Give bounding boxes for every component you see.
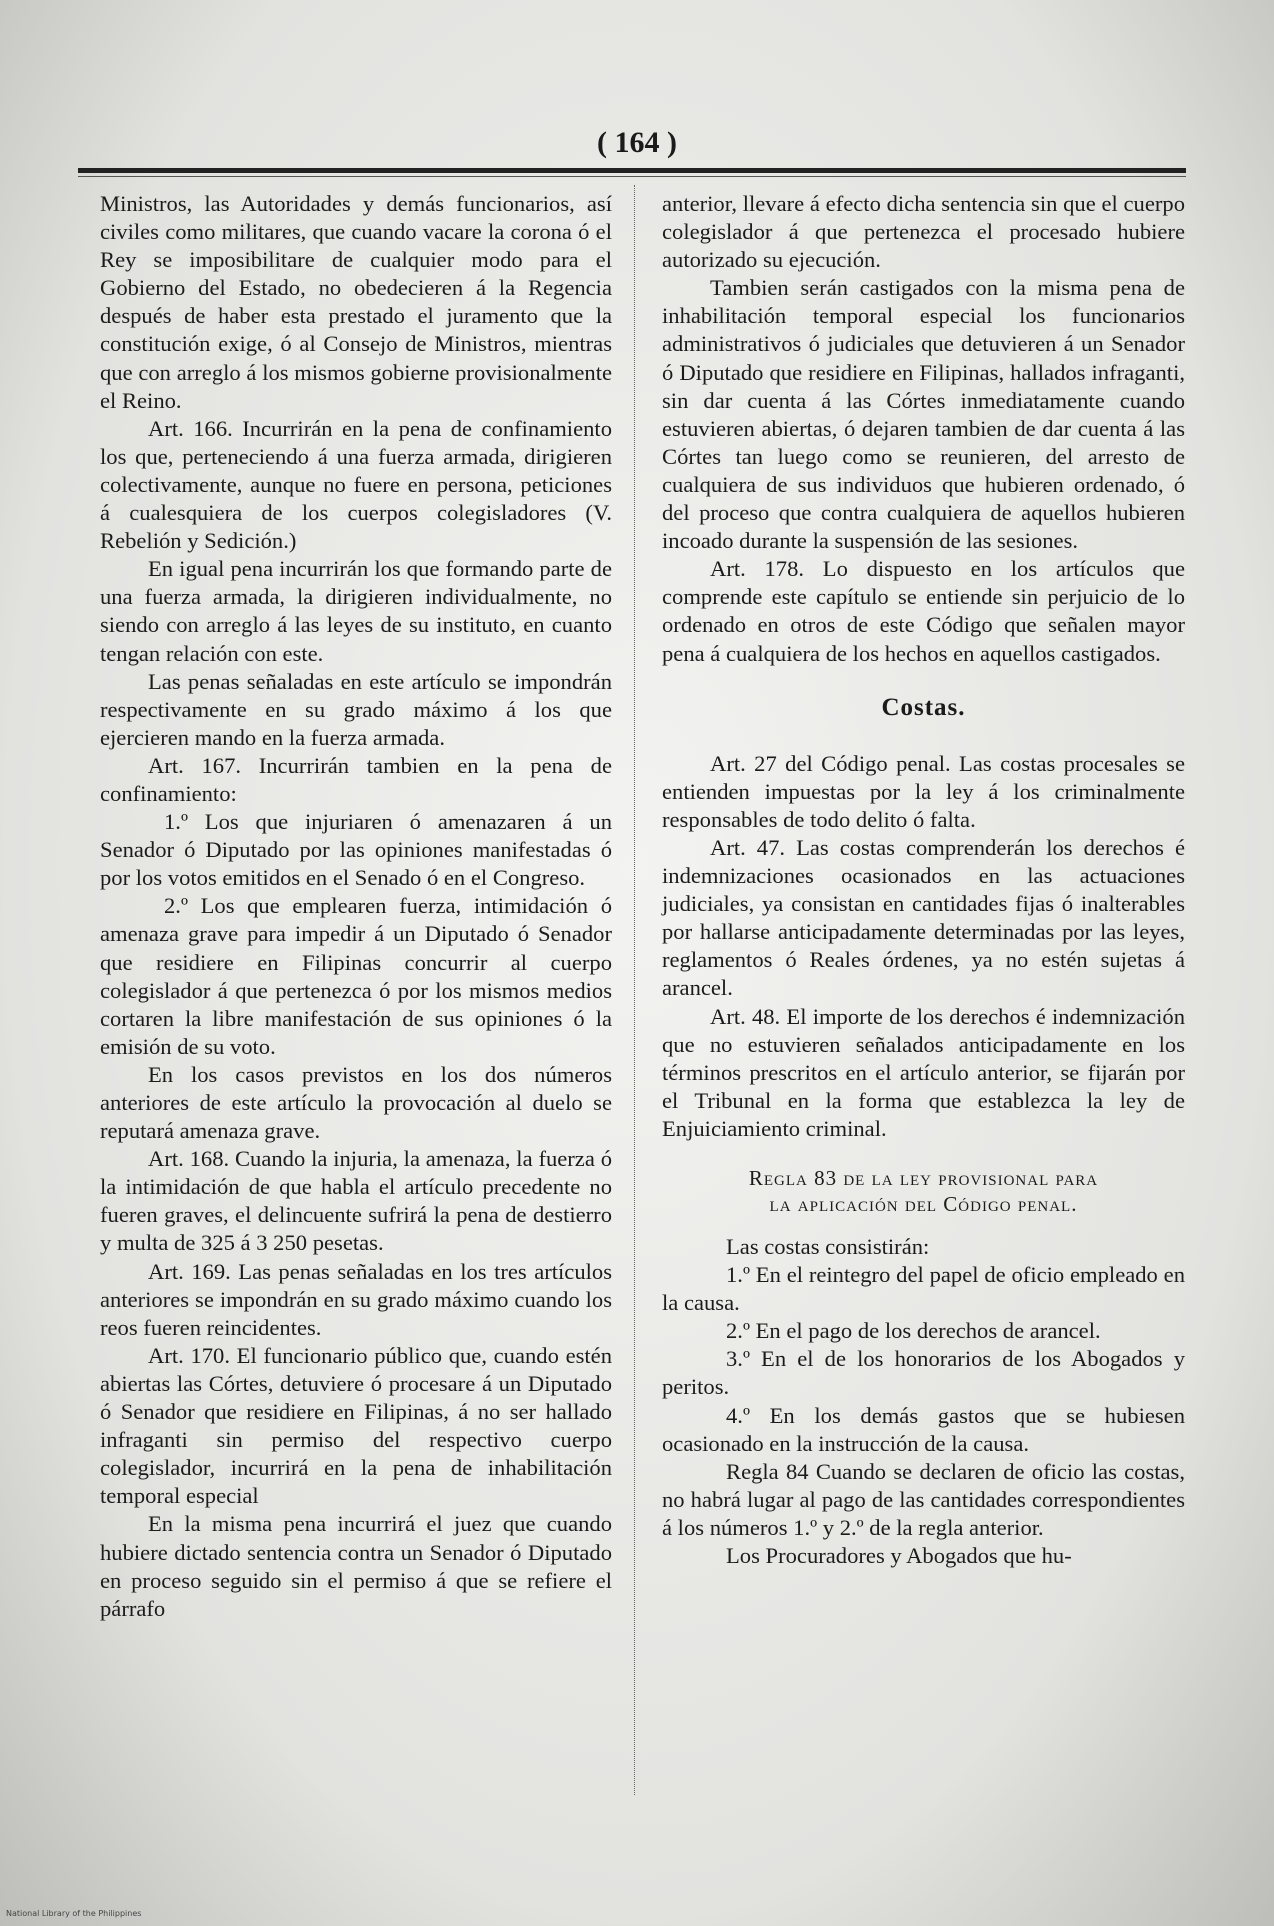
right-column-articles	[662, 190, 1185, 668]
right-column	[662, 190, 1185, 1570]
regla-heading	[662, 1165, 1185, 1217]
header-rule-thin	[78, 176, 1186, 177]
paragraph: Art. 48. El importe de los derechos é indemnización que no estuvieren señalados anticipadamente en los términos prescritos en el artículo anterior, se fijarán por el Tribunal en la forma que establezca la ley de Enjuiciamiento criminal.	[662, 1003, 1185, 1141]
left-column	[100, 190, 612, 1623]
paragraph: Las costas consistirán:	[726, 1234, 930, 1259]
paragraph: Art. 170. El funcionario público que, cuando estén abiertas las Córtes, detuviere ó procesare á un Diputado ó Senador que residiere en Filipinas, á no ser hallado infraganti sin permiso del respectivo cuerpo colegislador, incurrirá en la pena de inhabilitación temporal especial	[100, 1342, 612, 1509]
paragraph: Ministros, las Autoridades y demás funcionarios, así civiles como militares, que cuando vacare la corona ó el Rey se imposibilitare de cualquier modo para el Gobierno del Estado, no obedecieren á la Regencia después de haber esta prestado el juramento que la constitución exige, ó al Consejo de Ministros, mientras que con arreglo á los mismos gobierne provisionalmente el Reino.	[100, 191, 612, 413]
regla-heading-line1: Regla 83 de la ley provisional para	[748, 1166, 1099, 1190]
regla-heading-line2: la aplicación del Código penal.	[769, 1192, 1078, 1216]
footer-note: National Library of the Philippines	[6, 1909, 142, 1918]
costas-heading: Costas.	[881, 693, 966, 721]
paragraph: Las penas señaladas en este artículo se impondrán respectivamente en su grado máximo á los que ejercieren mando en la fuerza armada.	[100, 668, 612, 750]
paragraph: 1.º Los que injuriaren ó amenazaren á un Senador ó Diputado por las opiniones manifestadas ó por los votos emitidos en el Senado ó en el Congreso.	[100, 809, 612, 891]
paragraph: Los Procuradores y Abogados que hu-	[726, 1543, 1072, 1569]
paragraph: Tambien serán castigados con la misma pena de inhabilitación temporal especial los funcionarios administrativos ó judiciales que detuvieren á un Senador ó Diputado que residiere en Filipinas, hallados infraganti, sin dar cuenta á las Córtes inmediatamente cuando estuvieren abiertas, ó dejaren tambien de dar cuenta á las Córtes tan luego como se reunieren, del arresto de cualquiera de sus individuos que hubieren ordenado, ó del proceso que contra cualquiera de aquellos hubieren incoado durante la suspensión de las sesiones.	[662, 275, 1185, 554]
costas-articles	[662, 750, 1185, 1143]
paragraph: 1.º En el reintegro del papel de oficio empleado en la causa.	[662, 1262, 1185, 1316]
paragraph: Regla 84 Cuando se declaren de oficio las costas, no habrá lugar al pago de las cantidades correspondientes á los números 1.º y 2.º de la regla anterior.	[662, 1458, 1185, 1540]
paragraph: Art. 178. Lo dispuesto en los artículos que comprende este capítulo se entiende sin perjuicio de lo ordenado en otros de este Código que señalen mayor pena á cualquiera de los hechos en aquellos castigados.	[662, 556, 1185, 666]
paragraph: 4.º En los demás gastos que se hubiesen ocasionado en la instrucción de la causa.	[662, 1402, 1185, 1456]
paragraph: Art. 166. Incurrirán en la pena de confinamiento los que, perteneciendo á una fuerza armada, dirigieren colectivamente, aunque no fuere en persona, peticiones á cualesquiera de los cuerpos colegisladores (V. Rebelión y Sedición.)	[100, 415, 612, 554]
header-rule	[78, 168, 1186, 173]
page-number: ( 164 )	[597, 126, 677, 159]
paragraph: Art. 27 del Código penal. Las costas procesales se entienden impuestas por la ley á los criminalmente responsables de todo delito ó falta.	[662, 750, 1185, 832]
paragraph: 2.º En el pago de los derechos de arancel.	[726, 1318, 1101, 1344]
paragraph: Art. 168. Cuando la injuria, la amenaza, la fuerza ó la intimidación de que habla el artículo precedente no fueren graves, el delincuente sufrirá la pena de destierro y multa de 325 á 3 250 pesetas.	[100, 1146, 612, 1256]
paragraph: 2.º Los que emplearen fuerza, intimidación ó amenaza grave para impedir á un Diputado ó Senador que residiere en Filipinas concurrir al cuerpo colegislador á que pertenezca ó por los mismos medios cortaren la libre manifestación de sus opiniones ó la emisión de su voto.	[100, 893, 612, 1059]
paragraph: En igual pena incurrirán los que formando parte de una fuerza armada, la dirigieren individualmente, no siendo con arreglo á las leyes de su instituto, en cuanto tengan relación con este.	[100, 556, 612, 666]
paragraph: 3.º En el de los honorarios de los Abogados y peritos.	[662, 1346, 1185, 1400]
paragraph: anterior, llevare á efecto dicha sentencia sin que el cuerpo colegislador á que pertenezca el procesado hubiere autorizado su ejecución.	[662, 191, 1185, 273]
paragraph: Art. 47. Las costas comprenderán los derechos é indemnizaciones ocasionados en las actuaciones judiciales, ya consistan en cantidades fijas ó inalterables por hallarse anticipadamente determinadas por las leyes, reglamentos ó Reales órdenes, ya no estén sujetas á arancel.	[662, 834, 1185, 1001]
paragraph: En la misma pena incurrirá el juez que cuando hubiere dictado sentencia contra un Senador ó Diputado en proceso seguido sin el permiso á que se refiere el párrafo	[100, 1511, 612, 1621]
paragraph: Art. 167. Incurrirán tambien en la pena de confinamiento:	[100, 752, 612, 806]
column-divider	[634, 185, 636, 1795]
paragraph: Art. 169. Las penas señaladas en los tres artículos anteriores se impondrán en su grado máximo cuando los reos fueren reincidentes.	[100, 1258, 612, 1340]
paragraph: En los casos previstos en los dos números anteriores de este artículo la provocación al duelo se reputará amenaza grave.	[100, 1061, 612, 1144]
regla-articles	[662, 1233, 1185, 1570]
